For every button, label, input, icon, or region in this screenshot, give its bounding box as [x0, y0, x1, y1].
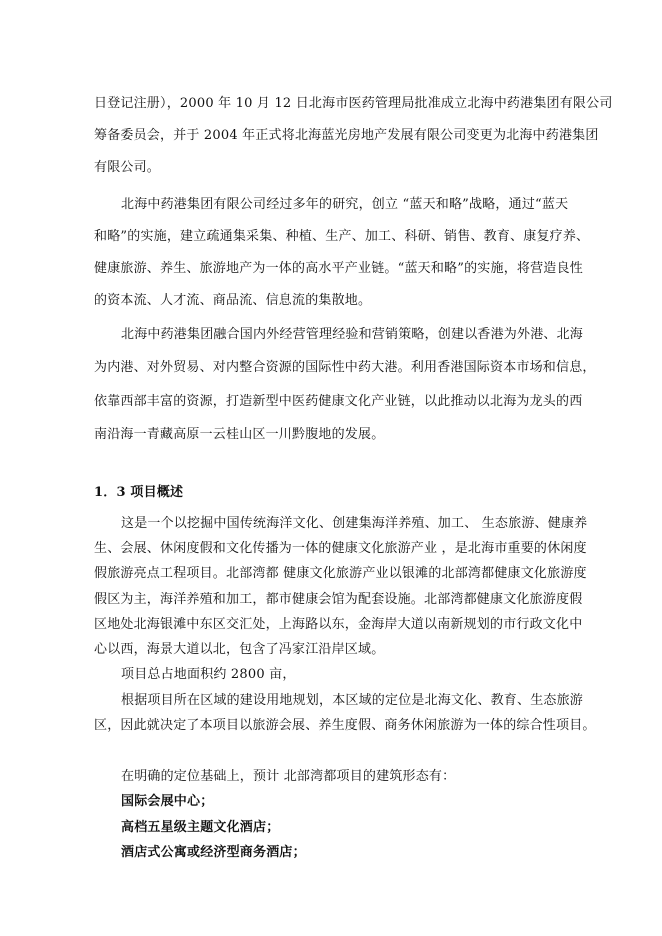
paragraph-5: 项目总占地面积约 2800 亩， — [121, 667, 296, 682]
paragraph-2-line-1: 北海中药港集团有限公司经过多年的研究，创立 “蓝天和略”战略，通过“蓝天 — [121, 197, 569, 212]
paragraph-6-line-1: 根据项目所在区域的建设用地规划，本区域的定位是北海文化、教育、生态旅游 — [121, 693, 584, 708]
paragraph-1-line-1: 日登记注册），2000 年 10 月 12 日北海市医药管理局批准成立北海中药港集团有限公司 — [94, 96, 613, 111]
paragraph-3-line-3: 依靠西部丰富的资源，打造新型中医药健康文化产业链，以此推动以北海为龙头的西 — [94, 394, 583, 409]
paragraph-6-line-2: 区，因此就决定了本项目以旅游会展、养生度假、商务休闲旅游为一体的综合性项目。 — [94, 718, 596, 733]
paragraph-7: 在明确的定位基础上，预计 北部湾都项目的建筑形态有： — [121, 769, 456, 784]
paragraph-4-line-1: 这是一个以挖掘中国传统海洋文化、创建集海洋养殖、加工、 生态旅游、健康养 — [121, 516, 588, 531]
paragraph-2-line-3: 健康旅游、养生、旅游地产为一体的高水平产业链。“蓝天和略”的实施，将营造良性 — [94, 261, 583, 276]
paragraph-3-line-2: 为内港、对外贸易、对内整合资源的国际性中药大港。利用香港国际资本市场和信息， — [94, 360, 596, 375]
paragraph-3-line-4: 南沿海一青藏高原一云桂山区一川黔腹地的发展。 — [94, 427, 385, 442]
list-item: 酒店式公寓或经济型商务酒店； — [121, 845, 306, 860]
section-heading: 1．3 项目概述 — [94, 485, 184, 500]
paragraph-4-line-3: 假旅游亮点工程项目。北部湾都 健康文化旅游产业以银滩的北部湾都健康文化旅游度 — [94, 566, 587, 581]
paragraph-4-line-6: 心以西，海景大道以北，包含了冯家江沿岸区域。 — [94, 642, 385, 657]
paragraph-4-line-5: 区地处北海银滩中东区交汇处，上海路以东，金海岸大道以南新规划的市行政文化中 — [94, 617, 583, 632]
paragraph-4-line-4: 假区为主，海洋养殖和加工，都市健康会馆为配套设施。北部湾都健康文化旅游度假 — [94, 592, 583, 607]
paragraph-2-line-2: 和略”的实施，建立疏通集采集、种植、生产、加工、科研、销售、教育、康复疗养、 — [94, 229, 590, 244]
paragraph-1-line-3: 有限公司。 — [94, 160, 161, 175]
list-item: 高档五星级主题文化酒店； — [121, 820, 280, 835]
paragraph-4-line-2: 生、会展、休闲度假和文化传播为一体的健康文化旅游产业 ，是北海市重要的休闲度 — [94, 541, 587, 556]
paragraph-3-line-1: 北海中药港集团融合国内外经营管理经验和营销策略，创建以香港为外港、北海 — [121, 327, 584, 342]
list-item: 国际会展中心； — [121, 794, 214, 809]
paragraph-2-line-4: 的资本流、人才流、商品流、信息流的集散地。 — [94, 293, 372, 308]
paragraph-1-line-2: 筹备委员会，并于 2004 年正式将北海蓝光房地产发展有限公司变更为北海中药港集团 — [94, 128, 599, 143]
